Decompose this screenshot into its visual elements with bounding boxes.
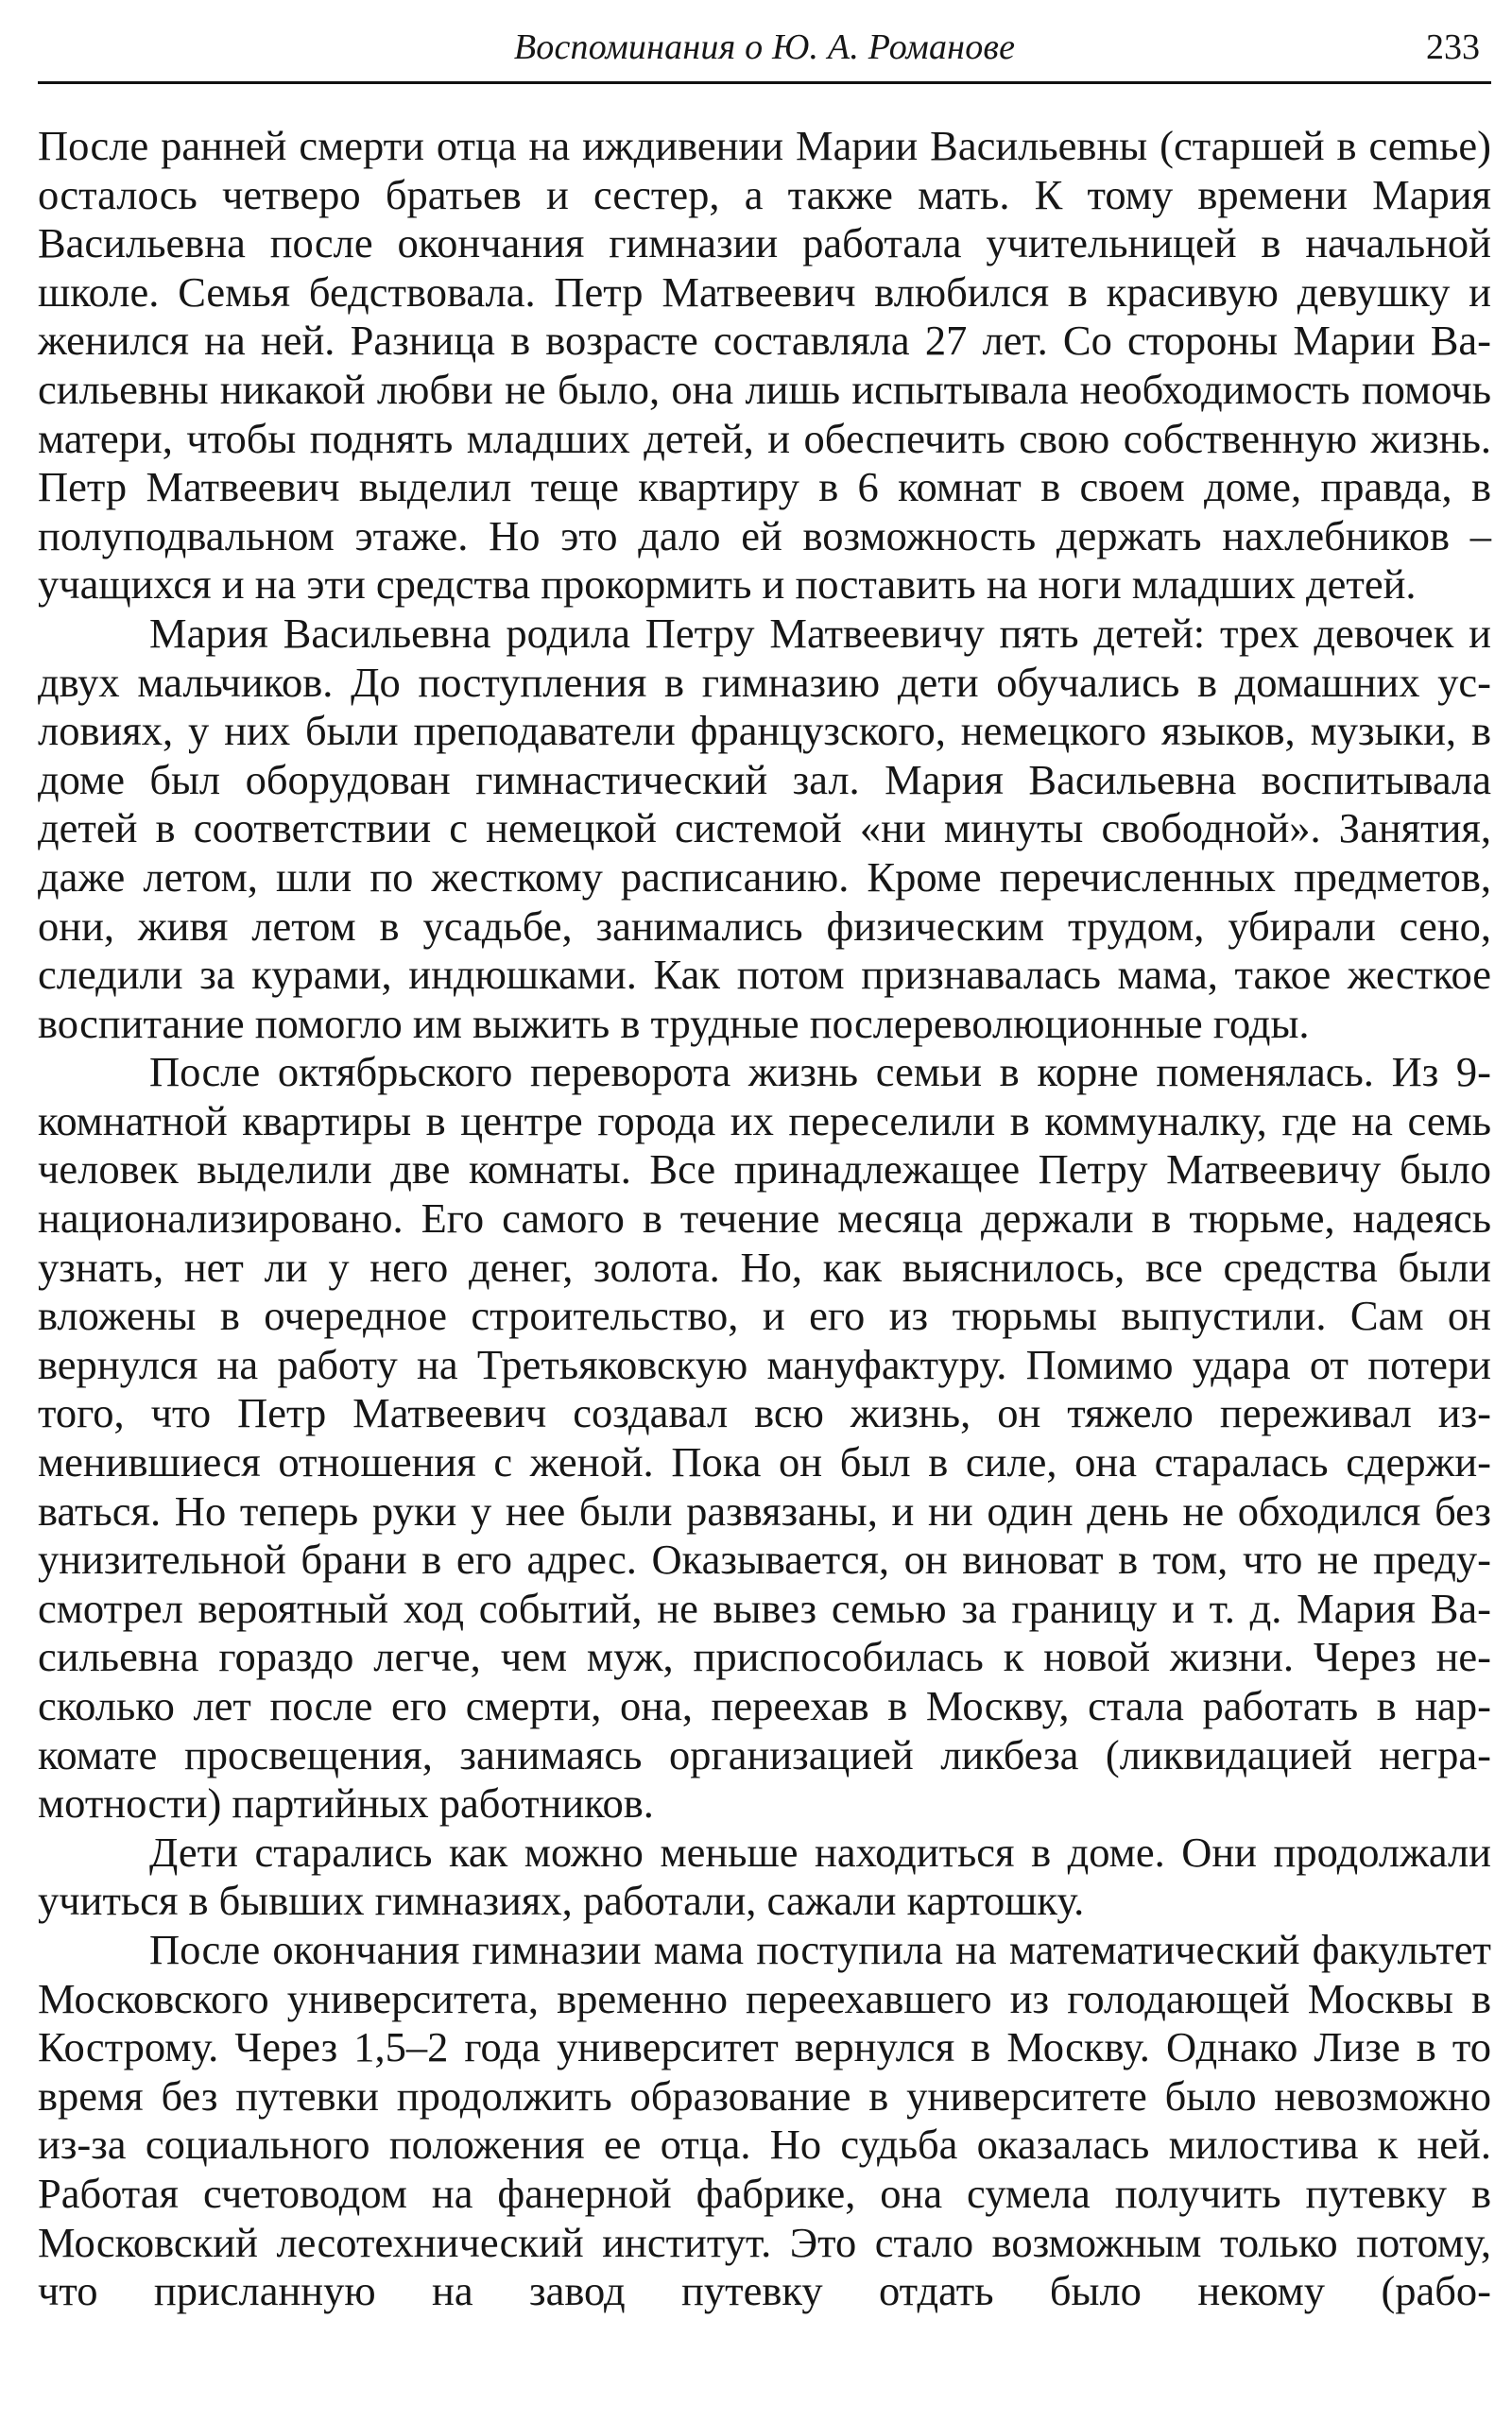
- book-page: [38, 0, 1491, 2422]
- paragraph-5: После окончания гимназии мама поступила на математический факультет Московского университета, временно переехавшего из голодающей Москвы в Кострому. Через 1,5–2 года университет вернулся в Москву. Однако Лизе в то время без путевки продолжить образование в университете было невозможно из-за социального положения ее отца. Но судьба оказалась милостива к ней. Работая счетоводом на фанерной фабрике, она сумела получить путевку в Московский лесотехнический институт. Это стало возможным только потому, что присланную на завод путевку отдать было некому (рабо-: [38, 1925, 1491, 2315]
- page-number: 233: [1426, 27, 1480, 67]
- paragraph-1: После ранней смерти отца на иждивении Марии Васильевны (старшей в сеmье) осталось четверо братьев и сестер, а также мать. К тому времени Мария Васильевна после окончания гимназии работала учительницей в начальной школе. Семья бедствовала. Петр Матвеевич влюбился в красивую девушку и женился на ней. Разница в возрасте составляла 27 лет. Со стороны Марии Васильевны никакой любви не было, она лишь испытывала необходимость помочь матери, чтобы поднять младших детей, и обеспечить свою собственную жизнь. Петр Матвеевич выделил теще квартиру в 6 комнат в своем доме, правда, в полуподвальном этаже. Но это дало ей возможность держать нахлебников – учащихся и на эти средства прокормить и поставить на ноги младших детей.: [38, 122, 1491, 609]
- paragraph-4: Дети старались как можно меньше находиться в доме. Они продолжали учиться в бывших гимназиях, работали, сажали картошку.: [38, 1828, 1491, 1925]
- paragraph-2: Мария Васильевна родила Петру Матвеевичу пять детей: трех девочек и двух мальчиков. До поступления в гимназию дети обучались в домашних условиях, у них были преподаватели французского, немецкого языков, музыки, в доме был оборудован гимнастический зал. Мария Васильевна воспитывала детей в соответствии с немецкой системой «ни минуты свободной». Занятия, даже летом, шли по жесткому расписанию. Кроме перечисленных предметов, они, живя летом в усадьбе, занимались физическим трудом, убирали сено, следили за курами, индюшками. Как потом признавалась мама, такое жесткое воспитание помогло им выжить в трудные послереволюционные годы.: [38, 609, 1491, 1047]
- running-title: Воспоминания о Ю. А. Романове: [513, 27, 1016, 67]
- page-body: [38, 122, 1491, 2316]
- paragraph-3: После октябрьского переворота жизнь семьи в корне поменялась. Из 9-комнатной квартиры в центре города их переселили в коммуналку, где на семь человек выделили две комнаты. Все принадлежащее Петру Матвеевичу было национализировано. Его самого в течение месяца держали в тюрьме, надеясь узнать, нет ли у него денег, золота. Но, как выяснилось, все средства были вложены в очередное строительство, и его из тюрьмы выпустили. Сам он вернулся на работу на Третьяковскую мануфактуру. Помимо удара от потери того, что Петр Матвеевич создавал всю жизнь, он тяжело переживал изменившиеся отношения с женой. Пока он был в силе, она старалась сдерживаться. Но теперь руки у нее были развязаны, и ни один день не обходился без унизительной брани в его адрес. Оказывается, он виноват в том, что не предусмотрел вероятный ход событий, не вывез семью за границу и т. д. Мария Васильевна гораздо легче, чем муж, приспособилась к новой жизни. Через несколько лет после его смерти, она, переехав в Москву, стала работать в наркомате просвещения, занимаясь организацией ликбеза (ликвидацией неграмотности) партийных работников.: [38, 1048, 1491, 1828]
- page-header: [38, 19, 1491, 84]
